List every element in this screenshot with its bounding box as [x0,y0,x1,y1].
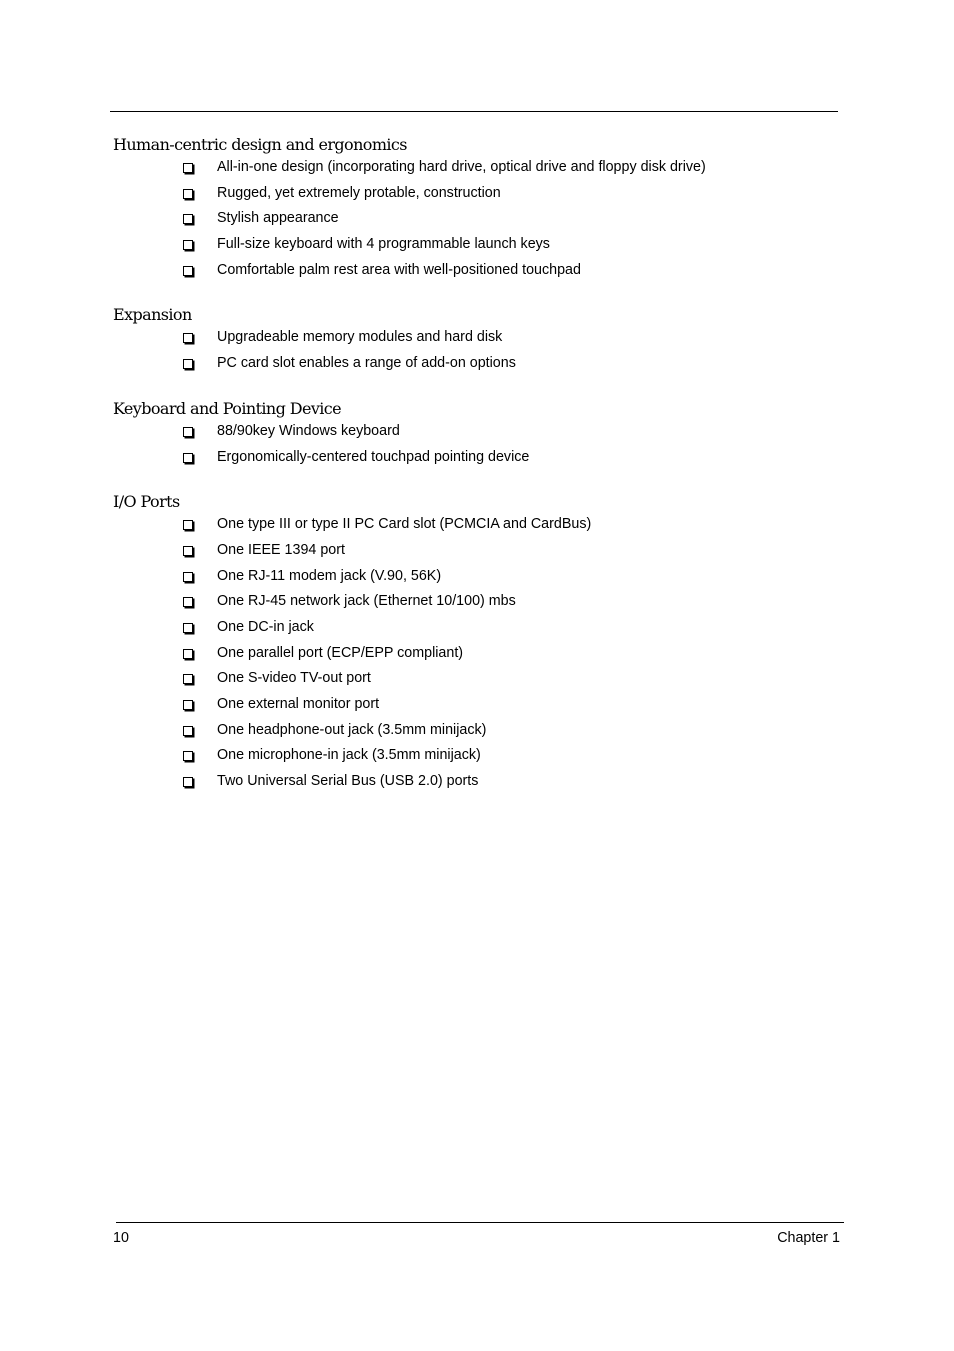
list-item [113,448,838,474]
list-item [113,721,838,747]
section-keyboard [113,396,838,473]
list-item-text: One headphone-out jack (3.5mm minijack) [217,721,487,738]
checkbox-bullet-icon [183,427,193,437]
list-item [113,184,838,210]
list-item [113,618,838,644]
section-title: Keyboard and Pointing Device [113,398,342,418]
list-item-text: One DC-in jack [217,618,314,635]
checkbox-bullet-icon [183,674,193,684]
list-item [113,772,838,798]
list-item [113,261,838,287]
list-item-text: Two Universal Serial Bus (USB 2.0) ports [217,773,479,790]
section-expansion [113,302,838,379]
bullet-list [113,328,838,379]
list-item [113,515,838,541]
chapter-label: Chapter 1 [777,1230,840,1246]
list-item [113,567,838,593]
list-item-text: Full-size keyboard with 4 programmable launch keys [217,236,550,253]
list-item [113,328,838,354]
bullet-list [113,158,838,286]
list-item [113,644,838,670]
checkbox-bullet-icon [183,649,193,659]
list-item-text: One S-video TV-out port [217,670,371,687]
list-item [113,158,838,184]
page-number: 10 [113,1230,129,1246]
list-item [113,695,838,721]
checkbox-bullet-icon [183,726,193,736]
checkbox-bullet-icon [183,597,193,607]
list-item [113,422,838,448]
list-item [113,209,838,235]
checkbox-bullet-icon [183,163,193,173]
checkbox-bullet-icon [183,333,193,343]
checkbox-bullet-icon [183,546,193,556]
list-item [113,592,838,618]
list-item [113,669,838,695]
list-item-text: One external monitor port [217,696,380,712]
checkbox-bullet-icon [183,520,193,530]
list-item-text: PC card slot enables a range of add-on options [217,355,516,372]
list-item-text: Ergonomically-centered touchpad pointing device [217,448,530,465]
checkbox-bullet-icon [183,266,193,276]
section-title: Human-centric design and ergonomics [113,135,407,154]
section-ergonomics [113,132,838,286]
bullet-list [113,422,838,473]
list-item [113,354,838,380]
checkbox-bullet-icon [183,453,193,463]
list-item-text: Rugged, yet extremely protable, construction [217,184,501,201]
list-item [113,541,838,567]
list-item-text: All-in-one design (incorporating hard drive, optical drive and floppy disk drive) [217,159,706,175]
checkbox-bullet-icon [183,572,193,582]
list-item [113,235,838,261]
list-item [113,746,838,772]
footer-rule [116,1222,844,1223]
list-item-text: Upgradeable memory modules and hard disk [217,329,503,346]
list-item-text: One RJ-11 modem jack (V.90, 56K) [217,567,442,584]
list-item-text: One RJ-45 network jack (Ethernet 10/100) mbs [217,593,516,610]
header-rule [110,111,838,112]
checkbox-bullet-icon [183,700,193,710]
list-item-text: One parallel port (ECP/EPP compliant) [217,644,464,661]
checkbox-bullet-icon [183,240,193,250]
checkbox-bullet-icon [183,359,193,369]
section-title: Expansion [113,305,192,325]
checkbox-bullet-icon [183,751,193,761]
list-item-text: Stylish appearance [217,210,339,227]
list-item-text: One type III or type II PC Card slot (PCMCIA and CardBus) [217,516,592,533]
list-item-text: One microphone-in jack (3.5mm minijack) [217,747,481,764]
section-io-ports [113,489,838,798]
page-content [113,132,838,814]
list-item-text: Comfortable palm rest area with well-positioned touchpad [217,261,581,278]
list-item-text: 88/90key Windows keyboard [217,422,400,439]
list-item-text: One IEEE 1394 port [217,541,345,558]
checkbox-bullet-icon [183,214,193,224]
checkbox-bullet-icon [183,623,193,633]
bullet-list [113,515,838,798]
checkbox-bullet-icon [183,189,193,199]
section-title: I/O Ports [113,492,180,512]
checkbox-bullet-icon [183,777,193,787]
